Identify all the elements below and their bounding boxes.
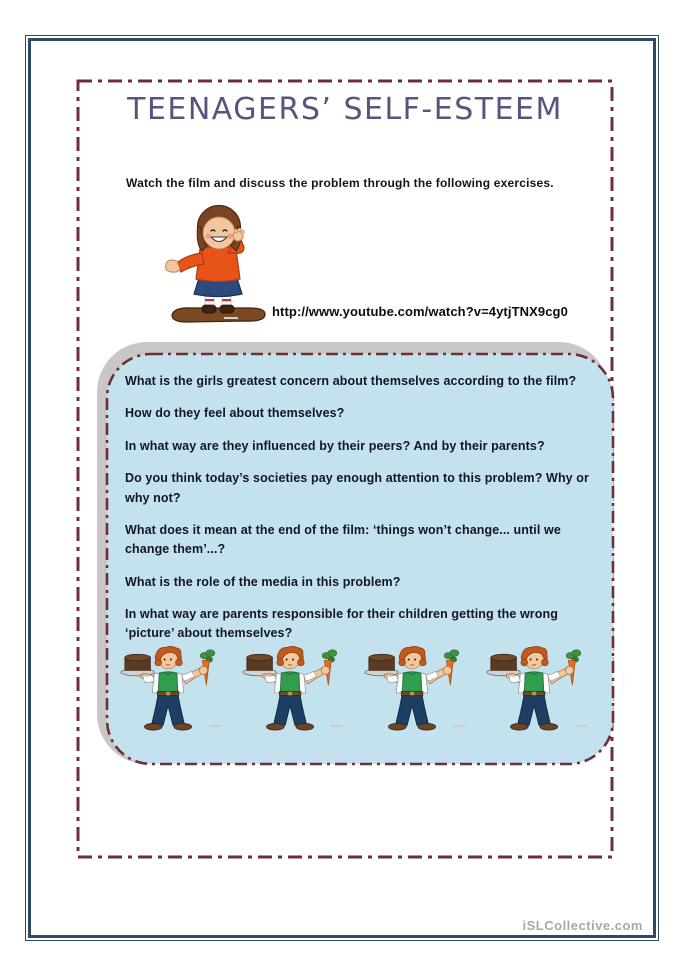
page-title: TEENAGERS’ SELF-ESTEEM [127, 92, 563, 127]
cake-carrot-figure-row [117, 642, 591, 732]
question-6: What is the role of the media in this problem? [125, 574, 401, 589]
question-3: In what way are they influenced by their peers? And by their parents? [125, 438, 545, 453]
thinking-girl-illustration [158, 203, 278, 327]
cake-carrot-figure [361, 644, 469, 732]
islcollective-watermark: iSLCollective.com [522, 918, 643, 933]
video-url: http://www.youtube.com/watch?v=4ytjTNX9cg0 [272, 304, 568, 319]
question-7: In what way are parents responsible for their children getting the wrong ‘picture’ about themselves? [125, 607, 558, 641]
instruction-text: Watch the film and discuss the problem through the following exercises. [126, 176, 554, 190]
cake-carrot-figure [483, 644, 591, 732]
cake-carrot-figure [117, 644, 225, 732]
question-4: Do you think today’s societies pay enough attention to this problem? Why or why not? [125, 471, 590, 505]
question-2: How do they feel about themselves? [125, 406, 345, 421]
question-box [97, 342, 615, 770]
question-5: What does it mean at the end of the film: ‘things won’t change... until we change them’...? [125, 522, 561, 557]
cake-carrot-figure [239, 644, 347, 732]
question-list [97, 342, 615, 657]
question-1: What is the girls greatest concern about themselves according to the film? [125, 374, 577, 388]
